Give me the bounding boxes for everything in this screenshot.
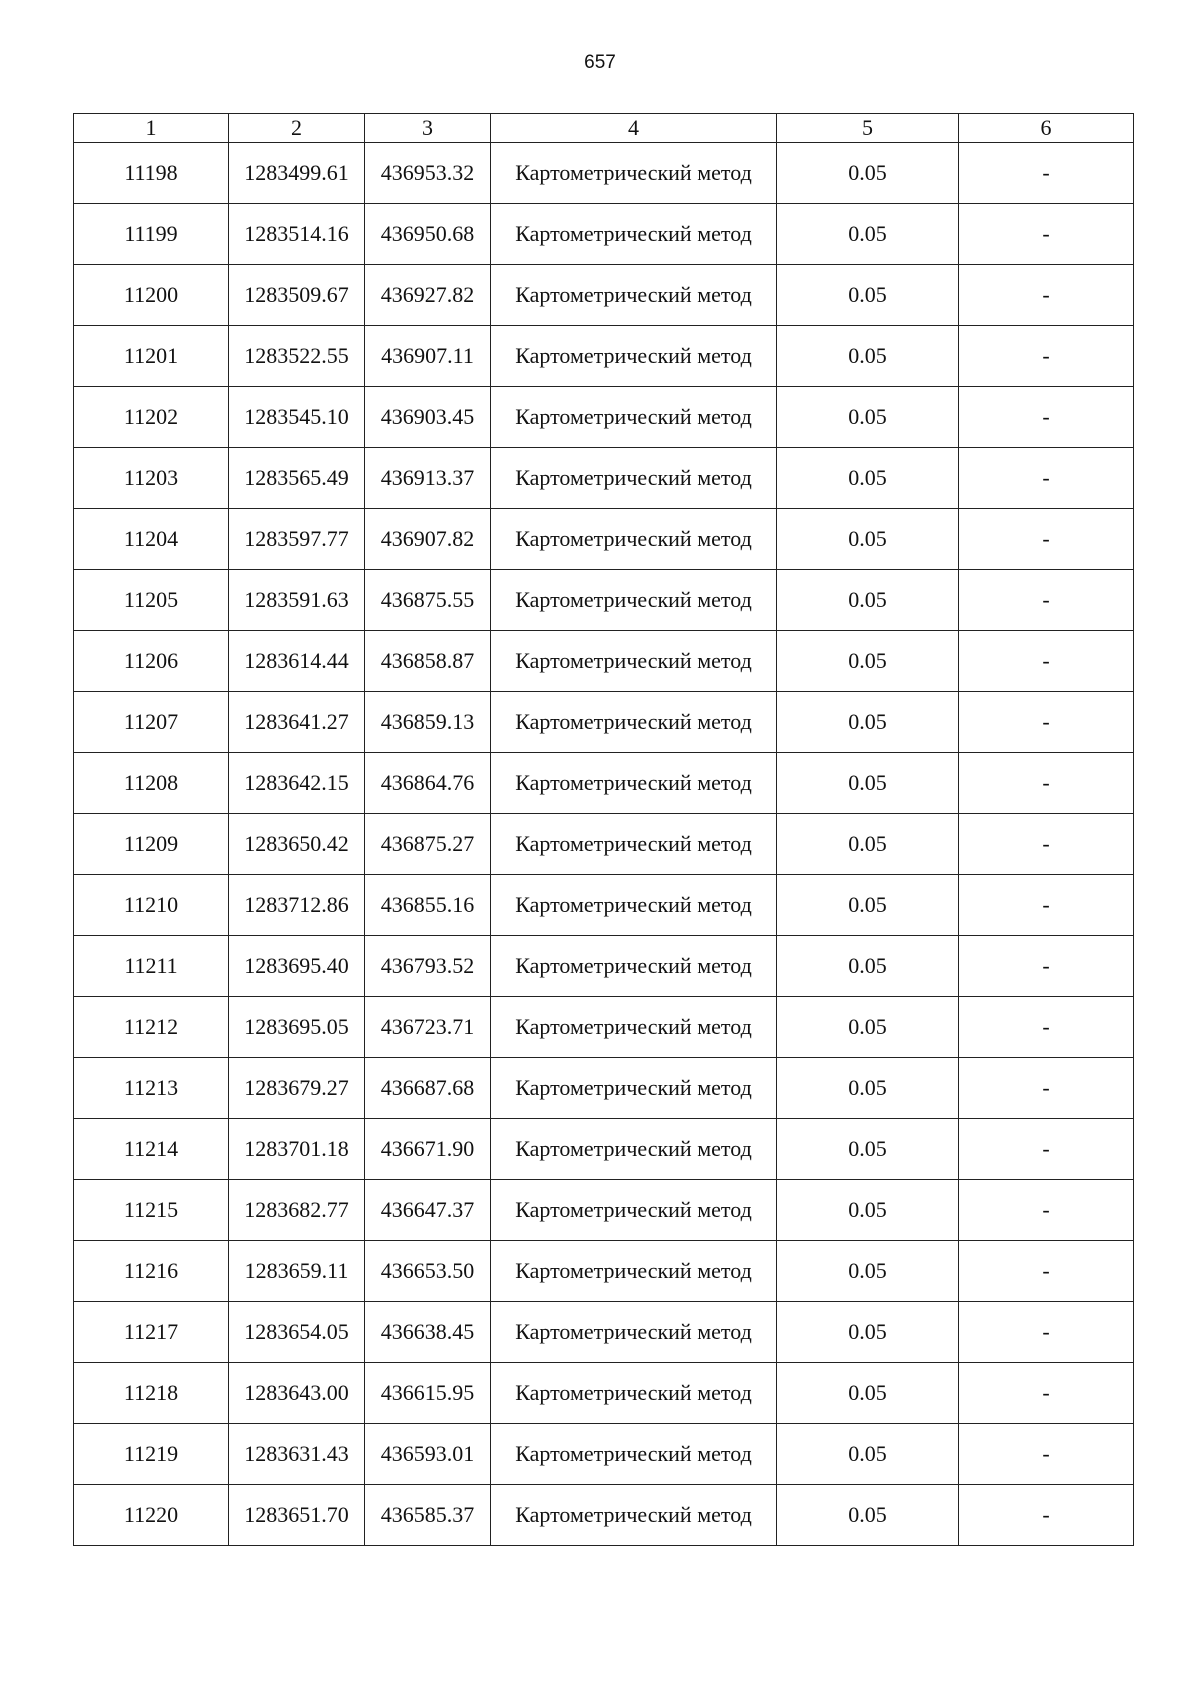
y-coordinate-cell: 436671.90 bbox=[365, 1119, 491, 1180]
y-coordinate-cell: 436653.50 bbox=[365, 1241, 491, 1302]
point-number-cell: 11213 bbox=[74, 1058, 229, 1119]
method-cell: Картометрический метод bbox=[491, 1302, 777, 1363]
method-cell: Картометрический метод bbox=[491, 143, 777, 204]
point-number-cell: 11211 bbox=[74, 936, 229, 997]
method-cell: Картометрический метод bbox=[491, 692, 777, 753]
table-row bbox=[74, 1302, 1134, 1363]
x-coordinate-cell: 1283514.16 bbox=[229, 204, 365, 265]
method-cell: Картометрический метод bbox=[491, 509, 777, 570]
table-row bbox=[74, 631, 1134, 692]
point-number-cell: 11206 bbox=[74, 631, 229, 692]
point-number-cell: 11210 bbox=[74, 875, 229, 936]
method-cell: Картометрический метод bbox=[491, 1241, 777, 1302]
x-coordinate-cell: 1283597.77 bbox=[229, 509, 365, 570]
note-cell: - bbox=[959, 1302, 1134, 1363]
method-cell: Картометрический метод bbox=[491, 753, 777, 814]
x-coordinate-cell: 1283509.67 bbox=[229, 265, 365, 326]
method-cell: Картометрический метод bbox=[491, 814, 777, 875]
note-cell: - bbox=[959, 1119, 1134, 1180]
accuracy-cell: 0.05 bbox=[777, 875, 959, 936]
x-coordinate-cell: 1283654.05 bbox=[229, 1302, 365, 1363]
note-cell: - bbox=[959, 631, 1134, 692]
x-coordinate-cell: 1283643.00 bbox=[229, 1363, 365, 1424]
table-row bbox=[74, 1180, 1134, 1241]
point-number-cell: 11205 bbox=[74, 570, 229, 631]
x-coordinate-cell: 1283659.11 bbox=[229, 1241, 365, 1302]
y-coordinate-cell: 436903.45 bbox=[365, 387, 491, 448]
x-coordinate-cell: 1283695.40 bbox=[229, 936, 365, 997]
y-coordinate-cell: 436864.76 bbox=[365, 753, 491, 814]
y-coordinate-cell: 436687.68 bbox=[365, 1058, 491, 1119]
accuracy-cell: 0.05 bbox=[777, 1119, 959, 1180]
accuracy-cell: 0.05 bbox=[777, 1424, 959, 1485]
accuracy-cell: 0.05 bbox=[777, 936, 959, 997]
x-coordinate-cell: 1283679.27 bbox=[229, 1058, 365, 1119]
x-coordinate-cell: 1283591.63 bbox=[229, 570, 365, 631]
method-cell: Картометрический метод bbox=[491, 570, 777, 631]
point-number-cell: 11214 bbox=[74, 1119, 229, 1180]
point-number-cell: 11219 bbox=[74, 1424, 229, 1485]
table-row bbox=[74, 753, 1134, 814]
table-row bbox=[74, 936, 1134, 997]
point-number-cell: 11204 bbox=[74, 509, 229, 570]
method-cell: Картометрический метод bbox=[491, 265, 777, 326]
method-cell: Картометрический метод bbox=[491, 387, 777, 448]
x-coordinate-cell: 1283565.49 bbox=[229, 448, 365, 509]
coordinates-table bbox=[73, 113, 1134, 1546]
y-coordinate-cell: 436953.32 bbox=[365, 143, 491, 204]
x-coordinate-cell: 1283712.86 bbox=[229, 875, 365, 936]
point-number-cell: 11207 bbox=[74, 692, 229, 753]
table-row bbox=[74, 1424, 1134, 1485]
method-cell: Картометрический метод bbox=[491, 936, 777, 997]
x-coordinate-cell: 1283614.44 bbox=[229, 631, 365, 692]
note-cell: - bbox=[959, 1180, 1134, 1241]
y-coordinate-cell: 436858.87 bbox=[365, 631, 491, 692]
accuracy-cell: 0.05 bbox=[777, 1180, 959, 1241]
y-coordinate-cell: 436638.45 bbox=[365, 1302, 491, 1363]
x-coordinate-cell: 1283642.15 bbox=[229, 753, 365, 814]
note-cell: - bbox=[959, 509, 1134, 570]
point-number-cell: 11208 bbox=[74, 753, 229, 814]
note-cell: - bbox=[959, 1485, 1134, 1546]
y-coordinate-cell: 436593.01 bbox=[365, 1424, 491, 1485]
page-number: 657 bbox=[584, 52, 616, 73]
table-row bbox=[74, 509, 1134, 570]
method-cell: Картометрический метод bbox=[491, 997, 777, 1058]
accuracy-cell: 0.05 bbox=[777, 997, 959, 1058]
y-coordinate-cell: 436907.82 bbox=[365, 509, 491, 570]
accuracy-cell: 0.05 bbox=[777, 448, 959, 509]
table-row bbox=[74, 1058, 1134, 1119]
method-cell: Картометрический метод bbox=[491, 1485, 777, 1546]
accuracy-cell: 0.05 bbox=[777, 753, 959, 814]
point-number-cell: 11217 bbox=[74, 1302, 229, 1363]
note-cell: - bbox=[959, 1058, 1134, 1119]
accuracy-cell: 0.05 bbox=[777, 1363, 959, 1424]
note-cell: - bbox=[959, 997, 1134, 1058]
table-row bbox=[74, 204, 1134, 265]
accuracy-cell: 0.05 bbox=[777, 265, 959, 326]
accuracy-cell: 0.05 bbox=[777, 1485, 959, 1546]
accuracy-cell: 0.05 bbox=[777, 814, 959, 875]
point-number-cell: 11218 bbox=[74, 1363, 229, 1424]
note-cell: - bbox=[959, 875, 1134, 936]
column-header: 4 bbox=[491, 114, 777, 143]
method-cell: Картометрический метод bbox=[491, 448, 777, 509]
accuracy-cell: 0.05 bbox=[777, 387, 959, 448]
table-row bbox=[74, 692, 1134, 753]
point-number-cell: 11212 bbox=[74, 997, 229, 1058]
note-cell: - bbox=[959, 692, 1134, 753]
note-cell: - bbox=[959, 570, 1134, 631]
method-cell: Картометрический метод bbox=[491, 1058, 777, 1119]
point-number-cell: 11209 bbox=[74, 814, 229, 875]
note-cell: - bbox=[959, 1241, 1134, 1302]
table-row bbox=[74, 387, 1134, 448]
note-cell: - bbox=[959, 1424, 1134, 1485]
table-row bbox=[74, 143, 1134, 204]
note-cell: - bbox=[959, 814, 1134, 875]
accuracy-cell: 0.05 bbox=[777, 1302, 959, 1363]
header-row bbox=[74, 114, 1134, 143]
note-cell: - bbox=[959, 1363, 1134, 1424]
accuracy-cell: 0.05 bbox=[777, 143, 959, 204]
table-row bbox=[74, 326, 1134, 387]
table-row bbox=[74, 1485, 1134, 1546]
point-number-cell: 11215 bbox=[74, 1180, 229, 1241]
table-row bbox=[74, 1241, 1134, 1302]
note-cell: - bbox=[959, 753, 1134, 814]
accuracy-cell: 0.05 bbox=[777, 1058, 959, 1119]
column-header: 5 bbox=[777, 114, 959, 143]
accuracy-cell: 0.05 bbox=[777, 570, 959, 631]
x-coordinate-cell: 1283701.18 bbox=[229, 1119, 365, 1180]
accuracy-cell: 0.05 bbox=[777, 509, 959, 570]
y-coordinate-cell: 436585.37 bbox=[365, 1485, 491, 1546]
table-row bbox=[74, 570, 1134, 631]
table-row bbox=[74, 814, 1134, 875]
accuracy-cell: 0.05 bbox=[777, 204, 959, 265]
x-coordinate-cell: 1283695.05 bbox=[229, 997, 365, 1058]
method-cell: Картометрический метод bbox=[491, 1119, 777, 1180]
x-coordinate-cell: 1283499.61 bbox=[229, 143, 365, 204]
table-row bbox=[74, 265, 1134, 326]
point-number-cell: 11220 bbox=[74, 1485, 229, 1546]
column-header: 1 bbox=[74, 114, 229, 143]
y-coordinate-cell: 436875.27 bbox=[365, 814, 491, 875]
accuracy-cell: 0.05 bbox=[777, 692, 959, 753]
point-number-cell: 11202 bbox=[74, 387, 229, 448]
accuracy-cell: 0.05 bbox=[777, 1241, 959, 1302]
table-row bbox=[74, 1363, 1134, 1424]
accuracy-cell: 0.05 bbox=[777, 631, 959, 692]
column-header: 6 bbox=[959, 114, 1134, 143]
table-body bbox=[74, 143, 1134, 1546]
point-number-cell: 11201 bbox=[74, 326, 229, 387]
method-cell: Картометрический метод bbox=[491, 1180, 777, 1241]
x-coordinate-cell: 1283631.43 bbox=[229, 1424, 365, 1485]
y-coordinate-cell: 436950.68 bbox=[365, 204, 491, 265]
y-coordinate-cell: 436793.52 bbox=[365, 936, 491, 997]
column-header: 2 bbox=[229, 114, 365, 143]
method-cell: Картометрический метод bbox=[491, 204, 777, 265]
table-row bbox=[74, 1119, 1134, 1180]
y-coordinate-cell: 436723.71 bbox=[365, 997, 491, 1058]
y-coordinate-cell: 436913.37 bbox=[365, 448, 491, 509]
note-cell: - bbox=[959, 448, 1134, 509]
y-coordinate-cell: 436875.55 bbox=[365, 570, 491, 631]
point-number-cell: 11216 bbox=[74, 1241, 229, 1302]
note-cell: - bbox=[959, 265, 1134, 326]
method-cell: Картометрический метод bbox=[491, 1424, 777, 1485]
y-coordinate-cell: 436859.13 bbox=[365, 692, 491, 753]
x-coordinate-cell: 1283682.77 bbox=[229, 1180, 365, 1241]
note-cell: - bbox=[959, 936, 1134, 997]
y-coordinate-cell: 436855.16 bbox=[365, 875, 491, 936]
note-cell: - bbox=[959, 387, 1134, 448]
x-coordinate-cell: 1283522.55 bbox=[229, 326, 365, 387]
method-cell: Картометрический метод bbox=[491, 631, 777, 692]
method-cell: Картометрический метод bbox=[491, 326, 777, 387]
x-coordinate-cell: 1283641.27 bbox=[229, 692, 365, 753]
method-cell: Картометрический метод bbox=[491, 875, 777, 936]
y-coordinate-cell: 436647.37 bbox=[365, 1180, 491, 1241]
note-cell: - bbox=[959, 204, 1134, 265]
y-coordinate-cell: 436927.82 bbox=[365, 265, 491, 326]
point-number-cell: 11199 bbox=[74, 204, 229, 265]
y-coordinate-cell: 436907.11 bbox=[365, 326, 491, 387]
point-number-cell: 11198 bbox=[74, 143, 229, 204]
table-row bbox=[74, 997, 1134, 1058]
x-coordinate-cell: 1283545.10 bbox=[229, 387, 365, 448]
x-coordinate-cell: 1283650.42 bbox=[229, 814, 365, 875]
note-cell: - bbox=[959, 326, 1134, 387]
column-header: 3 bbox=[365, 114, 491, 143]
point-number-cell: 11200 bbox=[74, 265, 229, 326]
x-coordinate-cell: 1283651.70 bbox=[229, 1485, 365, 1546]
table-row bbox=[74, 448, 1134, 509]
method-cell: Картометрический метод bbox=[491, 1363, 777, 1424]
accuracy-cell: 0.05 bbox=[777, 326, 959, 387]
note-cell: - bbox=[959, 143, 1134, 204]
table-row bbox=[74, 875, 1134, 936]
point-number-cell: 11203 bbox=[74, 448, 229, 509]
y-coordinate-cell: 436615.95 bbox=[365, 1363, 491, 1424]
